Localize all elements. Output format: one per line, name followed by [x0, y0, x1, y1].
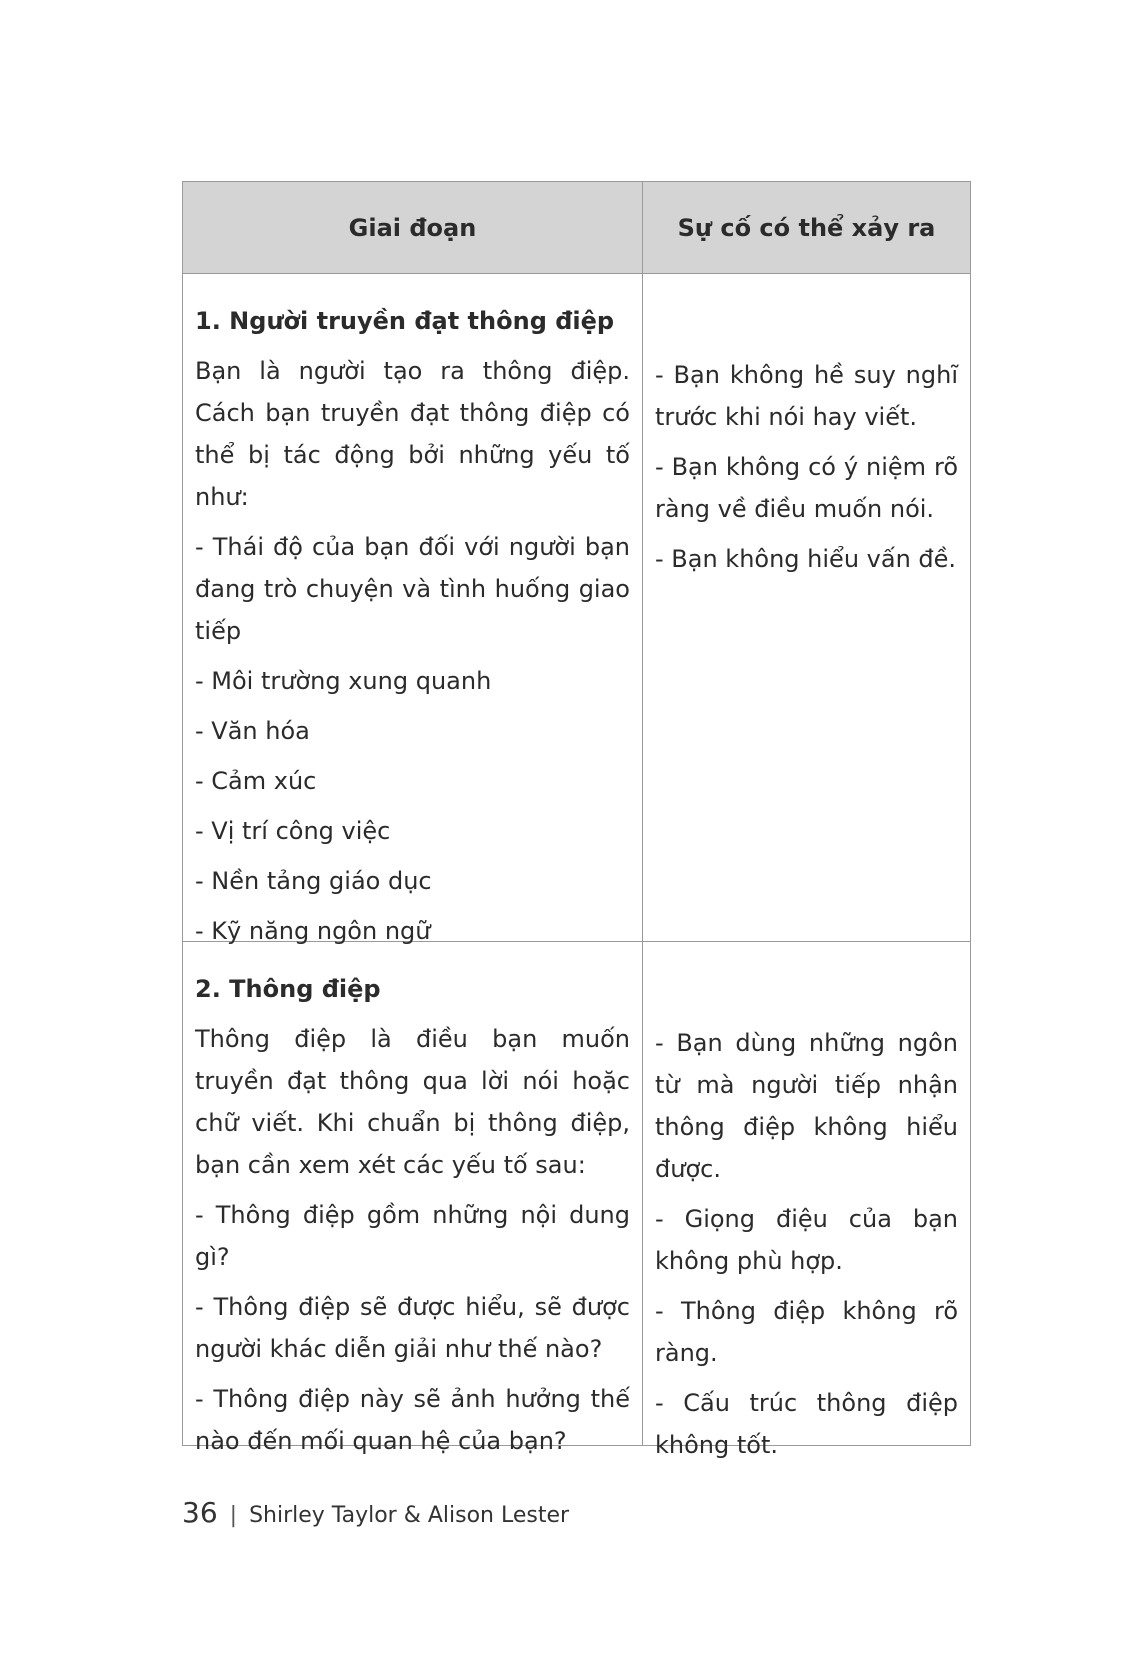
table-row	[183, 273, 970, 945]
list-item: - Nền tảng giáo dục	[195, 867, 432, 895]
communication-stages-table	[182, 181, 971, 1459]
list-item: - Bạn không hề suy nghĩ trước khi nói hay viết.	[655, 361, 958, 431]
stage-cell	[183, 942, 643, 1455]
list-item: - Môi trường xung quanh	[195, 667, 492, 695]
list-item: - Giọng điệu của bạn không phù hợp.	[655, 1205, 958, 1275]
factor-list	[195, 1194, 630, 1462]
issues-cell	[643, 942, 970, 1459]
list-item: - Thông điệp này sẽ ảnh hưởng thế nào đến mối quan hệ của bạn?	[195, 1385, 630, 1455]
footer-authors: Shirley Taylor & Alison Lester	[249, 1503, 570, 1528]
issues-cell	[643, 274, 970, 941]
issue-list	[655, 354, 958, 580]
header-stage: Giai đoạn	[183, 182, 643, 273]
stage-title: 1. Người truyền đạt thông điệp	[195, 307, 615, 335]
list-item: - Bạn dùng những ngôn từ mà người tiếp nhận thông điệp không hiểu được.	[655, 1029, 958, 1183]
list-item: - Thái độ của bạn đối với người bạn đang trò chuyện và tình huống giao tiếp	[195, 533, 630, 645]
page-number: 36	[182, 1496, 218, 1529]
list-item: - Kỹ năng ngôn ngữ	[195, 917, 431, 945]
list-item: - Cấu trúc thông điệp không tốt.	[655, 1389, 958, 1459]
list-item: - Thông điệp gồm những nội dung gì?	[195, 1201, 630, 1271]
header-issues: Sự cố có thể xảy ra	[677, 213, 936, 242]
list-item: - Bạn không có ý niệm rõ ràng về điều muốn nói.	[655, 453, 958, 523]
footer-separator: |	[229, 1503, 238, 1528]
list-item: - Vị trí công việc	[195, 817, 391, 845]
issue-list	[655, 1022, 958, 1466]
list-item: - Văn hóa	[195, 717, 310, 745]
stage-title: 2. Thông điệp	[195, 975, 381, 1003]
list-item: - Thông điệp không rõ ràng.	[655, 1297, 958, 1367]
stage-intro: Thông điệp là điều bạn muốn truyền đạt thông qua lời nói hoặc chữ viết. Khi chuẩn bị thông điệp, bạn cần xem xét các yếu tố sau:	[195, 1025, 630, 1179]
list-item: - Bạn không hiểu vấn đề.	[655, 545, 957, 573]
stage-cell	[183, 274, 643, 945]
table-row	[183, 941, 970, 1459]
page-footer	[182, 1496, 569, 1529]
table-header-row	[183, 182, 970, 273]
list-item: - Thông điệp sẽ được hiểu, sẽ được người khác diễn giải như thế nào?	[195, 1293, 630, 1363]
factor-list	[195, 526, 630, 952]
list-item: - Cảm xúc	[195, 767, 317, 795]
stage-intro: Bạn là người tạo ra thông điệp. Cách bạn truyền đạt thông điệp có thể bị tác động bởi những yếu tố như:	[195, 357, 630, 511]
